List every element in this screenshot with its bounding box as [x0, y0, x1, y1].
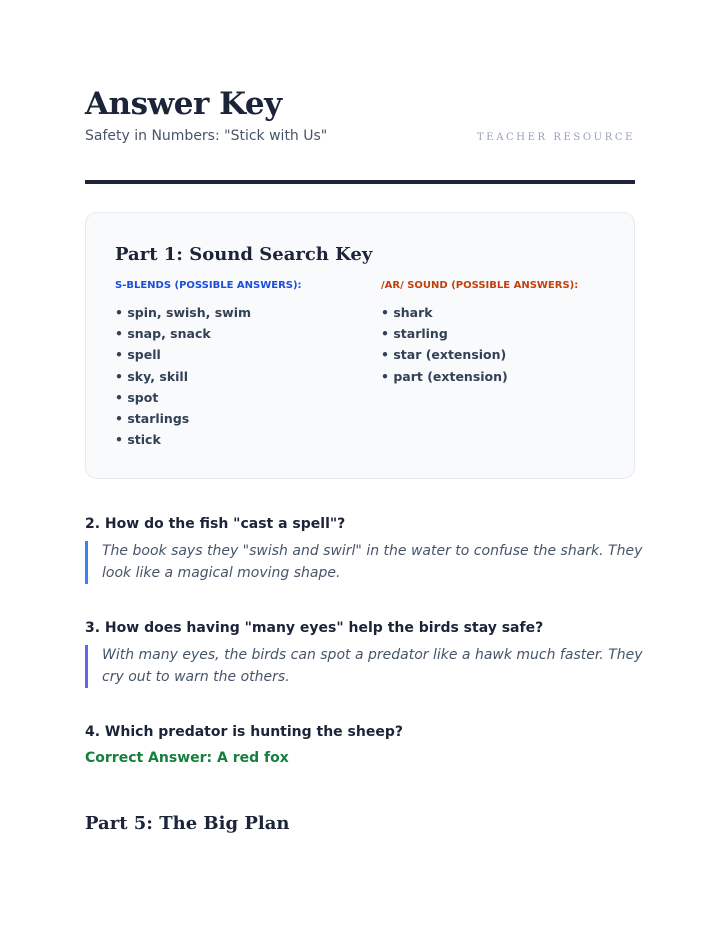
part5-title: Part 5: The Big Plan	[85, 813, 290, 834]
list-item: • star (extension)	[381, 347, 507, 363]
teacher-resource-label: TEACHER RESOURCE	[477, 132, 635, 143]
list-item: • starlings	[115, 410, 190, 426]
question-3	[85, 620, 645, 688]
list-item: • snap, snack	[115, 326, 211, 342]
list-item: • shark	[381, 305, 433, 320]
question-text: 4. Which predator is hunting the sheep?	[85, 724, 403, 740]
list-item: • stick	[115, 432, 161, 448]
question-text: 3. How does having "many eyes" help the birds stay safe?	[85, 620, 544, 636]
correct-answer: Correct Answer: A red fox	[85, 750, 289, 766]
list-item: • starling	[381, 326, 448, 342]
ar-sound-list	[381, 302, 578, 387]
list-item: • sky, skill	[115, 368, 188, 384]
list-item: • spin, swish, swim	[115, 305, 252, 320]
s-blends-list	[115, 302, 302, 450]
question-text: 2. How do the fish "cast a spell"?	[85, 516, 346, 532]
part1-title: Part 1: Sound Search Key	[115, 244, 373, 265]
question-4	[85, 724, 645, 766]
part1-card	[85, 212, 635, 479]
ar-sound-heading: /AR/ SOUND (POSSIBLE ANSWERS):	[381, 280, 579, 291]
header	[85, 86, 635, 144]
header-divider	[85, 180, 635, 184]
list-item: • spell	[115, 347, 161, 363]
list-item: • part (extension)	[381, 368, 508, 384]
page-title: Answer Key	[85, 86, 282, 122]
page-subtitle: Safety in Numbers: "Stick with Us"	[85, 128, 328, 144]
ar-sound-column	[381, 280, 578, 387]
s-blends-column	[115, 280, 302, 450]
s-blends-heading: S-BLENDS (POSSIBLE ANSWERS):	[115, 280, 302, 291]
answer-text: The book says they "swish and swirl" in the water to confuse the shark. They look like a magical moving shape.	[85, 541, 645, 584]
answer-text: With many eyes, the birds can spot a predator like a hawk much faster. They cry out to warn the others.	[85, 645, 645, 688]
list-item: • spot	[115, 389, 159, 405]
question-2	[85, 516, 645, 584]
